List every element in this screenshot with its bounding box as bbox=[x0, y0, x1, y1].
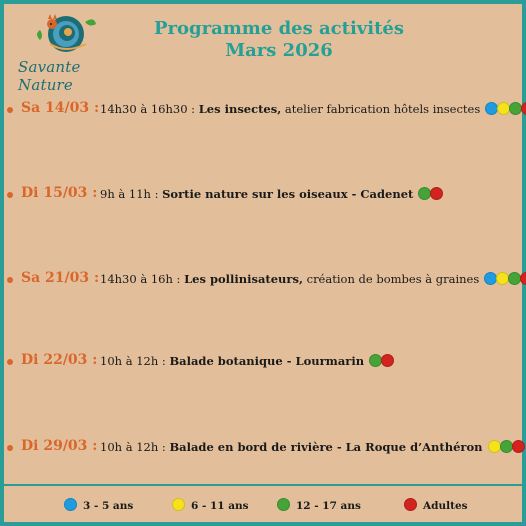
age-dots bbox=[418, 187, 442, 203]
event-date: Sa 21/03 : bbox=[21, 270, 100, 286]
green-dot-icon bbox=[500, 440, 513, 453]
event-time: 9h à 11h : bbox=[100, 187, 163, 201]
red-dot-icon bbox=[381, 354, 394, 367]
bullet-icon bbox=[7, 277, 13, 283]
legend-label: Adultes bbox=[423, 500, 468, 512]
event-description bbox=[100, 102, 526, 118]
event-date: Di 15/03 : bbox=[21, 185, 98, 201]
event-time: 10h à 12h : bbox=[100, 354, 170, 368]
age-dots bbox=[488, 440, 524, 456]
legend-label: 3 - 5 ans bbox=[83, 500, 134, 512]
event-row bbox=[4, 270, 522, 293]
event-date: Di 22/03 : bbox=[21, 352, 98, 368]
event-details: atelier fabrication hôtels insectes bbox=[281, 102, 481, 116]
red-dot-icon bbox=[404, 498, 417, 511]
event-title: Les pollinisateurs, bbox=[184, 272, 303, 286]
legend-label: 12 - 17 ans bbox=[296, 500, 361, 512]
event-description bbox=[100, 440, 524, 456]
legend-item bbox=[172, 498, 249, 512]
event-row bbox=[4, 100, 522, 123]
age-legend bbox=[4, 484, 522, 522]
legend-label: 6 - 11 ans bbox=[191, 500, 249, 512]
bullet-icon bbox=[7, 359, 13, 365]
event-row bbox=[4, 185, 522, 208]
program-card bbox=[4, 4, 522, 522]
red-dot-icon bbox=[430, 187, 443, 200]
event-time: 14h30 à 16h30 : bbox=[100, 102, 199, 116]
page-title bbox=[154, 18, 404, 62]
event-time: 14h30 à 16h : bbox=[100, 272, 185, 286]
bullet-icon bbox=[7, 107, 13, 113]
red-dot-icon bbox=[521, 102, 526, 115]
event-row bbox=[4, 352, 522, 375]
event-title: Balade en bord de rivière - La Roque d’Anthéron bbox=[169, 440, 483, 454]
age-dots bbox=[485, 102, 526, 118]
event-description bbox=[100, 272, 526, 288]
legend-item bbox=[404, 498, 468, 512]
yellow-dot-icon bbox=[488, 440, 501, 453]
age-dots bbox=[369, 354, 393, 370]
red-dot-icon bbox=[520, 272, 526, 285]
bullet-icon bbox=[7, 192, 13, 198]
green-dot-icon bbox=[277, 498, 290, 511]
event-details: création de bombes à graines bbox=[302, 272, 480, 286]
event-row bbox=[4, 438, 522, 461]
event-description bbox=[100, 354, 393, 370]
age-dots bbox=[484, 272, 526, 288]
event-title: Sortie nature sur les oiseaux - Cadenet bbox=[162, 187, 414, 201]
title-line-1: Programme des activités bbox=[154, 18, 404, 39]
legend-item bbox=[64, 498, 133, 512]
bullet-icon bbox=[7, 445, 13, 451]
blue-dot-icon bbox=[64, 498, 77, 511]
title-line-2: Mars 2026 bbox=[225, 40, 333, 61]
red-dot-icon bbox=[512, 440, 525, 453]
snail-shell-icon bbox=[10, 10, 126, 60]
yellow-dot-icon bbox=[172, 498, 185, 511]
logo-wordmark: Savante Nature bbox=[18, 58, 81, 94]
event-date: Di 29/03 : bbox=[21, 438, 98, 454]
savante-nature-logo bbox=[10, 10, 126, 94]
legend-item bbox=[277, 498, 361, 512]
event-date: Sa 14/03 : bbox=[21, 100, 100, 116]
event-title: Les insectes, bbox=[198, 102, 282, 116]
event-title: Balade botanique - Lourmarin bbox=[169, 354, 365, 368]
event-time: 10h à 12h : bbox=[100, 440, 170, 454]
event-description bbox=[100, 187, 442, 203]
